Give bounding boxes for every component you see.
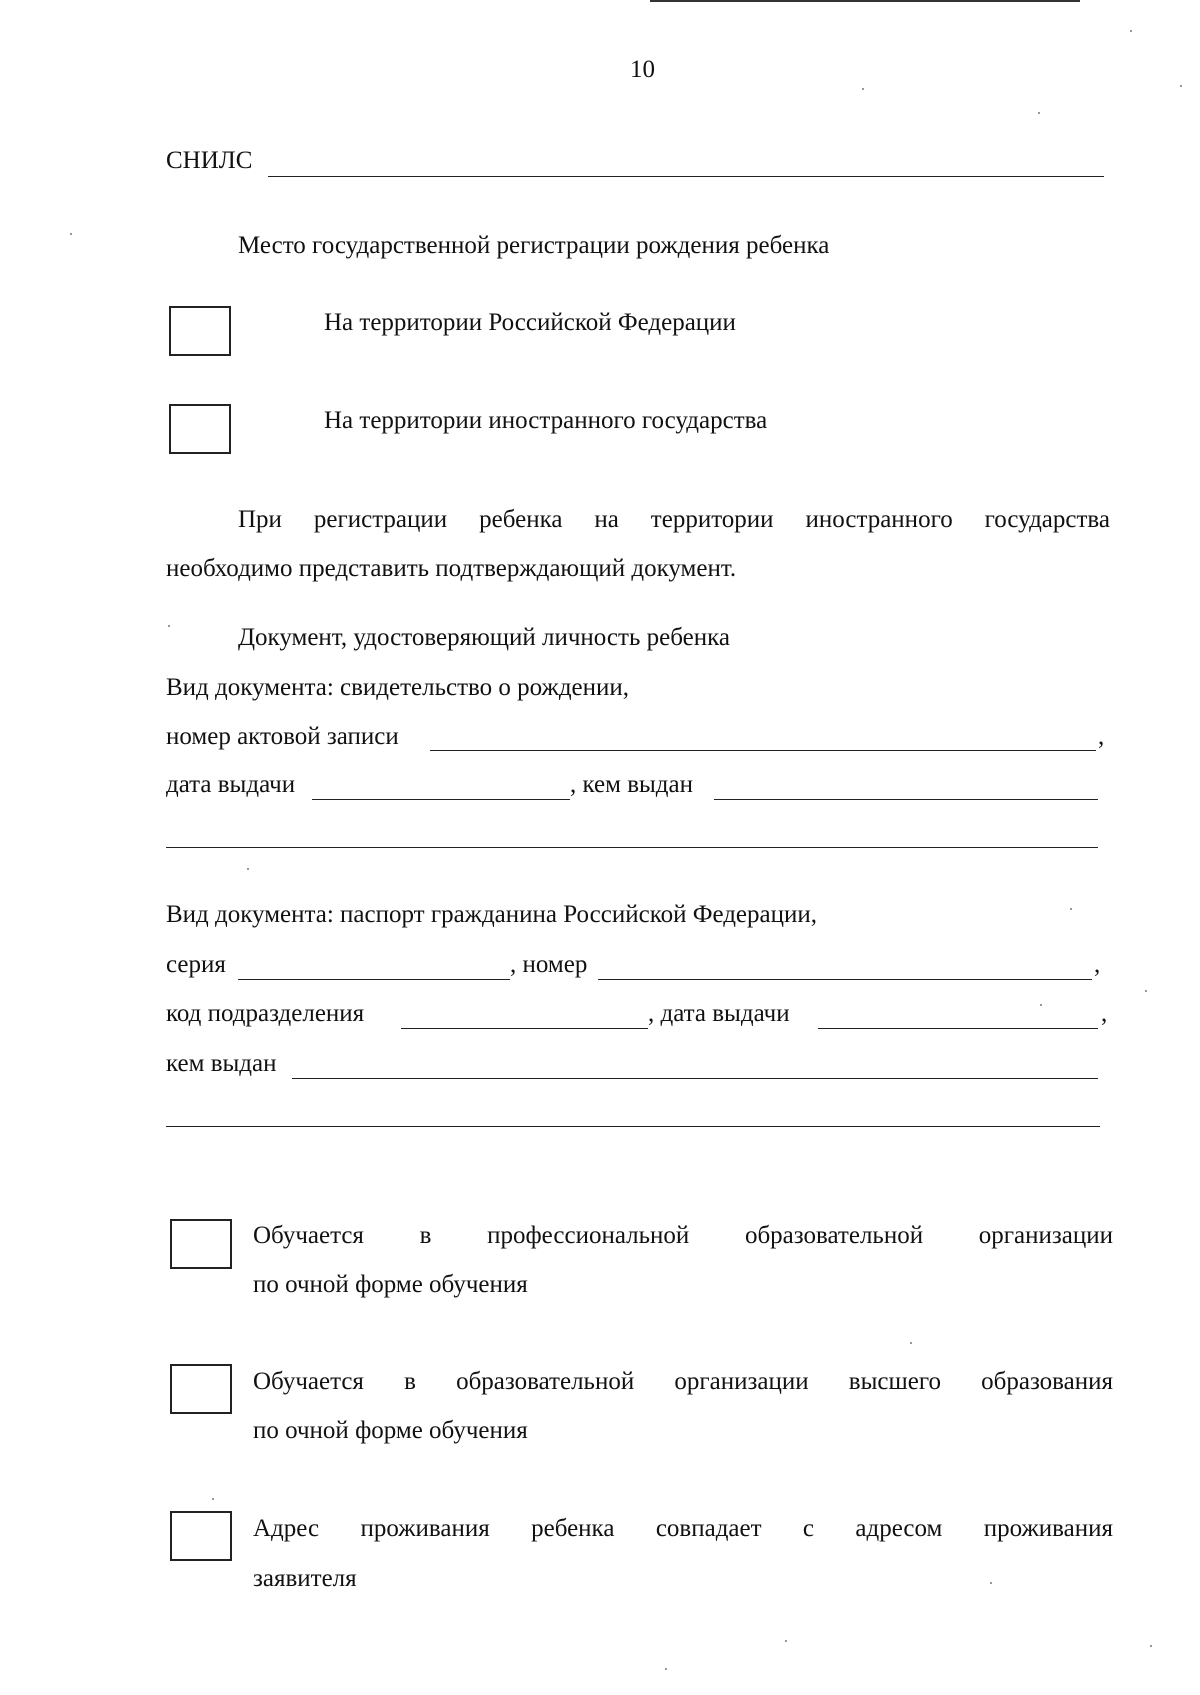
vocational-study-line2: по очной форме обучения	[253, 1271, 528, 1298]
vocational-study-line1: Обучается в профессиональной образовательной организации	[253, 1222, 1113, 1249]
scan-speck	[785, 1640, 787, 1642]
scan-speck	[1145, 990, 1147, 992]
birth-cert-issued-by-field[interactable]	[714, 799, 1098, 800]
passport-series-label: серия	[166, 951, 226, 978]
birth-registration-heading: Место государственной регистрации рождения ребенка	[238, 232, 830, 259]
passport-issued-by-label: кем выдан	[166, 1050, 277, 1077]
scan-speck	[910, 1342, 912, 1344]
snils-label: СНИЛС	[166, 147, 253, 174]
russia-option-label: На территории Российской Федерации	[324, 309, 736, 336]
passport-type: Вид документа: паспорт гражданина Российской Федерации,	[166, 901, 818, 928]
division-code-label: код подразделения	[166, 1000, 365, 1027]
birth-cert-issued-by-label: , кем выдан	[570, 771, 693, 798]
scan-speck	[990, 1582, 992, 1584]
birth-cert-type: Вид документа: свидетельство о рождении,	[166, 674, 630, 701]
scan-speck	[1150, 1645, 1152, 1647]
vocational-study-checkbox[interactable]	[170, 1219, 232, 1269]
foreign-registration-note-line1: При регистрации ребенка на территории иностранного государства	[238, 506, 1110, 533]
scan-speck	[1180, 85, 1182, 87]
division-code-field[interactable]	[401, 1028, 648, 1029]
scan-speck	[168, 625, 170, 627]
identity-document-heading: Документ, удостоверяющий личность ребенка	[238, 624, 730, 651]
page-number: 10	[630, 56, 655, 83]
scan-speck	[247, 868, 249, 870]
foreign-option-label: На территории иностранного государства	[324, 407, 768, 434]
same-address-line1: Адрес проживания ребенка совпадает с адресом проживания	[253, 1515, 1113, 1542]
snils-field[interactable]	[268, 176, 1104, 177]
higher-education-checkbox[interactable]	[170, 1364, 232, 1414]
birth-cert-issue-date-field[interactable]	[312, 799, 570, 800]
foreign-registration-note-line2: необходимо представить подтверждающий документ.	[166, 555, 737, 582]
russia-checkbox[interactable]	[169, 306, 231, 356]
foreign-checkbox[interactable]	[169, 404, 231, 454]
passport-issued-by-field-continued[interactable]	[166, 1126, 1100, 1127]
scan-speck	[212, 1498, 214, 1500]
higher-education-line1: Обучается в образовательной организации высшего образования	[253, 1368, 1113, 1395]
same-address-line2: заявителя	[253, 1565, 357, 1592]
scan-speck	[1040, 1004, 1042, 1006]
passport-series-field[interactable]	[238, 979, 510, 980]
passport-number-field[interactable]	[598, 979, 1092, 980]
scan-speck	[70, 233, 72, 235]
passport-issue-date-comma: ,	[1101, 1000, 1108, 1027]
birth-cert-issue-date-label: дата выдачи	[166, 771, 296, 798]
top-edge-rule	[650, 0, 1080, 2]
passport-number-label: , номер	[510, 951, 588, 978]
birth-cert-issued-by-field-continued[interactable]	[166, 847, 1098, 848]
same-address-checkbox[interactable]	[170, 1511, 232, 1561]
record-number-field[interactable]	[430, 750, 1096, 751]
higher-education-line2: по очной форме обучения	[253, 1417, 528, 1444]
passport-issued-by-field[interactable]	[292, 1078, 1098, 1079]
passport-issue-date-label: , дата выдачи	[648, 1000, 790, 1027]
record-number-label: номер актовой записи	[166, 723, 399, 750]
record-number-comma: ,	[1098, 723, 1105, 750]
scan-speck	[665, 1668, 667, 1670]
scan-speck	[862, 88, 864, 90]
passport-issue-date-field[interactable]	[818, 1028, 1098, 1029]
passport-number-comma: ,	[1094, 951, 1101, 978]
scan-speck	[1130, 30, 1132, 32]
scan-speck	[1070, 908, 1072, 910]
scan-speck	[1038, 112, 1040, 114]
